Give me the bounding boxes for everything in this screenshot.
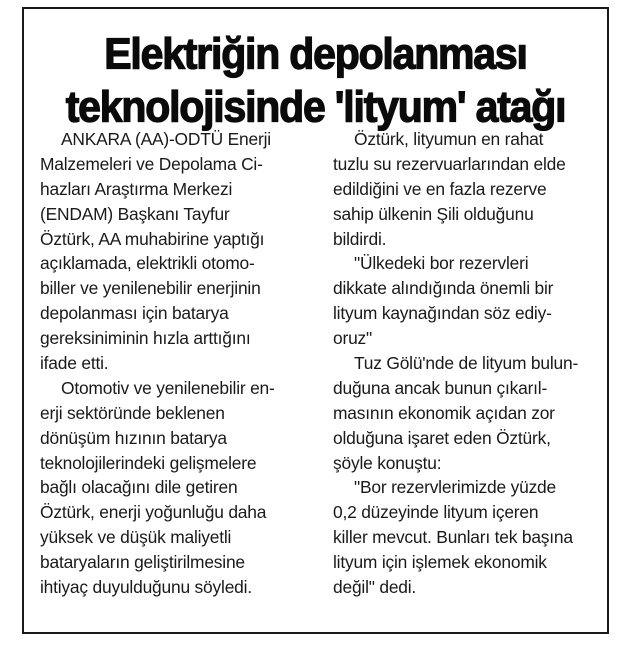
article-headline [24, 27, 607, 133]
article-text-line: Öztürk, lityumun en rahat [354, 129, 544, 149]
article-text-line: edildiğini ve en fazla rezerve [333, 178, 547, 199]
article-text-line: dönüşüm hızının batarya [40, 427, 227, 448]
article-text-line: Malzemeleri ve Depolama Ci- [40, 153, 263, 174]
article-text-line: olduğuna işaret eden Öztürk, [333, 427, 551, 448]
article-text-line: lityum için işlemek ekonomik [333, 552, 547, 573]
article-text-line: tuzlu su rezervuarlarından elde [333, 153, 566, 174]
article-text-line: biller ve yenilenebilir enerjinin [40, 278, 261, 299]
article-text-line: yüksek ve düşük maliyetli [40, 527, 232, 548]
article-text-line: sahip ülkenin Şili olduğunu [333, 203, 534, 224]
article-text-line: şöyle konuştu: [333, 452, 442, 473]
headline-line-2: teknolojisinde 'lityum' atağı [65, 82, 566, 131]
article-text-line: masının ekonomik açıdan zor [333, 402, 555, 423]
article-text-line: ihtiyaç duyulduğunu söyledi. [40, 577, 252, 598]
article-text-line: bildirdi. [333, 228, 387, 249]
article-text-line: lityum kaynağından söz ediy- [333, 303, 552, 324]
article-text-line: depolanması için batarya [40, 303, 229, 324]
article-text-line: killer mevcut. Bunları tek başına [333, 527, 573, 548]
article-text-line: 0,2 düzeyinde lityum içeren [333, 502, 539, 523]
article-text-line: oruz" [333, 328, 373, 349]
article-text-line: (ENDAM) Başkanı Tayfur [40, 203, 230, 224]
article-text-line: ifade etti. [40, 353, 109, 374]
article-text-line: dikkate alındığında önemli bir [333, 278, 554, 299]
article-text-line: hazları Araştırma Merkezi [40, 178, 233, 199]
article-text-line: teknolojilerindeki gelişmelere [40, 452, 257, 473]
article-column-right [333, 127, 605, 600]
article-text-line: bataryaların geliştirilmesine [40, 552, 245, 573]
article-text-line: bağlı olacağını dile getiren [40, 477, 238, 498]
article-text-line: erji sektöründe beklenen [40, 402, 225, 423]
article-text-line: duğuna ancak bunun çıkarıl- [333, 377, 548, 398]
article-text-line: Öztürk, enerji yoğunluğu daha [40, 502, 267, 523]
article-column-left [40, 127, 308, 600]
article-text-line: Otomotiv ve yenilenebilir en- [61, 377, 275, 398]
headline-line-1: Elektriğin depolanması [104, 29, 527, 78]
article-text-line: açıklamada, elektrikli otomo- [40, 253, 255, 274]
article-text-line: ANKARA (AA)-ODTÜ Enerji [61, 129, 271, 149]
article-text-line: Öztürk, AA muhabirine yaptığı [40, 228, 265, 249]
article-text-line: gereksiniminin hızla arttığını [40, 328, 251, 349]
article-text-line: "Ülkedeki bor rezervleri [354, 253, 529, 274]
article-text-line: değil" dedi. [333, 577, 417, 598]
article-text-line: Tuz Gölü'nde de lityum bulun- [354, 353, 579, 374]
article-text-line: "Bor rezervlerimizde yüzde [354, 477, 557, 498]
